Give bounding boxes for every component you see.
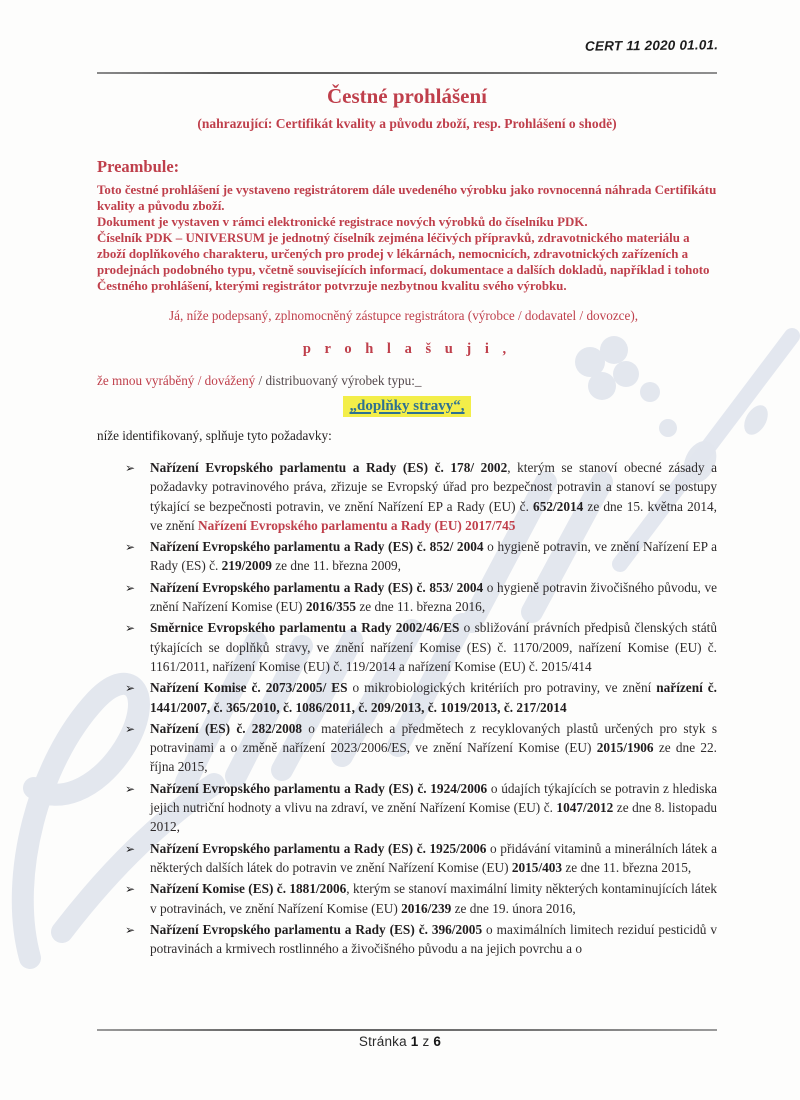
- arrow-bullet-icon: ➢: [125, 841, 136, 856]
- requirement-text: [150, 721, 717, 775]
- product-type-line: [97, 373, 717, 389]
- text-run: Nařízení Evropského parlamentu a Rady (ES) č. 1924/2006: [150, 780, 488, 796]
- text-run: ze dne 22. října 2015,: [150, 740, 717, 775]
- text-run: Nařízení Evropského parlamentu a Rady (ES) č. 1925/2006: [150, 840, 487, 856]
- text-run: Nařízení Evropského parlamentu a Rady (ES) č. 853/ 2004: [150, 579, 484, 595]
- text-run: 2015/1906: [596, 740, 654, 756]
- text-run: ze dne 8. listopadu 2012,: [150, 800, 717, 835]
- text-run: Nařízení Evropského parlamentu a Rady (EU) 2017/745: [198, 517, 516, 533]
- requirement-item: [125, 578, 717, 617]
- requirement-item: [125, 618, 717, 676]
- text-run: o přidávání vitaminů a minerálních látek a některých dalších látek do potravin ve znění Nařízení Komise (EU): [150, 840, 717, 875]
- declaration-word: p r o h l a š u j i ,: [302, 341, 512, 357]
- text-run: nařízení č. 1441/2007, č. 365/2010, č. 1086/2011, č. 209/2013, č. 1019/2013, č. 217/2014: [150, 680, 717, 715]
- text-run: / distribuovaný výrobek typu:_: [258, 373, 422, 388]
- requirement-text: [150, 620, 717, 674]
- arrow-bullet-icon: ➢: [125, 721, 136, 736]
- product-type-row: [97, 396, 717, 417]
- document-body: [97, 84, 717, 960]
- text-run: Nařízení (ES) č. 282/2008: [150, 720, 303, 736]
- text-run: 652/2014: [533, 498, 584, 514]
- document-reference: CERT 11 2020 01.01.: [584, 37, 719, 54]
- text-run: Nařízení Evropského parlamentu a Rady (ES) č. 852/ 2004: [150, 539, 484, 555]
- requirement-text: [150, 539, 717, 573]
- preambule-text: [97, 182, 717, 294]
- text-run: o hygieně potravin živočišného původu, ve znění Nařízení Komise (EU): [150, 579, 718, 615]
- preambule-heading: Preambule:: [97, 157, 180, 176]
- requirement-item: [125, 779, 717, 837]
- text-run: 2016/239: [401, 900, 452, 916]
- requirement-item: [125, 678, 717, 717]
- arrow-bullet-icon: ➢: [125, 922, 136, 937]
- text-run: o materiálech a předmětech z recyklovaných plastů určených pro styk s potravinami a o změně nařízení 2023/2006/ES, ve znění Nařízení Komise (EU): [150, 720, 717, 756]
- requirement-text: [150, 680, 717, 714]
- preambule-paragraph: Toto čestné prohlášení je vystaveno registrátorem dále uvedeného výrobku jako rovnocenná náhrada Certifikátu kvality a původu zboží.: [97, 183, 717, 213]
- requirement-text: [150, 922, 717, 956]
- text-run: 1: [410, 1034, 419, 1049]
- text-run: 1047/2012: [556, 800, 614, 816]
- page-number: [0, 1034, 800, 1049]
- text-run: Směrnice Evropského parlamentu a Rady 2002/46/ES: [150, 620, 460, 636]
- arrow-bullet-icon: ➢: [125, 781, 136, 796]
- text-run: Nařízení Komise č. 2073/2005/ ES: [150, 680, 348, 696]
- text-run: 219/2009: [221, 558, 272, 574]
- text-run: o hygieně potravin, ve znění Nařízení EP a Rady (ES) č.: [150, 539, 717, 574]
- requirement-item: [125, 719, 717, 777]
- preambule-paragraph: Dokument je vystaven v rámci elektronické registrace nových výrobků do číselníku PDK.: [97, 215, 588, 229]
- text-run: ze dne 11. března 2009,: [271, 558, 401, 574]
- arrow-bullet-icon: ➢: [125, 540, 136, 555]
- footer-divider: [97, 1029, 717, 1031]
- highlighted-product-type: „doplňky stravy“,: [343, 396, 470, 417]
- text-run: ze dne 11. března 2016,: [356, 599, 486, 615]
- text-run: ze dne 11. března 2015,: [562, 859, 692, 875]
- declaration-intro: Já, níže podepsaný, zplnomocněný zástupce registrátora (výrobce / dodavatel / dovozce),: [169, 308, 639, 323]
- arrow-bullet-icon: ➢: [125, 580, 136, 595]
- arrow-bullet-icon: ➢: [125, 681, 136, 696]
- requirement-item: [125, 920, 717, 959]
- requirement-text: [150, 881, 717, 915]
- text-run: o údajích týkajících se potravin z hlediska jejich nutriční hodnoty a vlivu na zdraví, ve znění Nařízení Komise (EU) č.: [150, 780, 717, 816]
- text-run: ze dne 19. února 2016,: [451, 900, 576, 916]
- requirement-text: [150, 460, 717, 533]
- text-run: 2015/403: [511, 859, 563, 875]
- requirements-list: [125, 458, 717, 958]
- requirement-item: [125, 458, 717, 535]
- text-run: 2016/355: [305, 599, 357, 615]
- requirement-item: [125, 839, 717, 878]
- text-run: 6: [433, 1034, 442, 1049]
- text-run: Nařízení Evropského parlamentu a Rady (ES) č. 396/2005: [150, 921, 483, 937]
- requirement-text: [150, 580, 717, 614]
- requirement-item: [125, 879, 717, 918]
- arrow-bullet-icon: ➢: [125, 621, 136, 636]
- arrow-bullet-icon: ➢: [125, 461, 136, 475]
- page-title: Čestné prohlášení: [326, 84, 488, 108]
- requirement-text: [150, 781, 717, 835]
- page-footer: [0, 1022, 800, 1100]
- text-run: z: [418, 1034, 434, 1049]
- requirement-text: [150, 841, 717, 875]
- header-divider: [97, 72, 717, 74]
- text-run: o sbližování právních předpisů členských států týkajících se doplňků stravy, ve znění nařízení Komise (ES) č. 1170/2009, nařízení Komise (EU) č. 1161/2011, nařízení Komise (EU) č. 119/2014 a nařízení Komise (EU) č. 2015/414: [150, 620, 717, 674]
- requirement-item: [125, 537, 717, 576]
- arrow-bullet-icon: ➢: [125, 882, 136, 897]
- text-run: Nařízení Komise (ES) č. 1881/2006: [150, 881, 347, 897]
- text-run: o maximálních limitech reziduí pesticidů v potravinách a krmivech rostlinného a živočišného původu a na jejich povrchu a o: [150, 921, 717, 957]
- text-run: Nařízení Evropského parlamentu a Rady (ES) č. 178/ 2002: [150, 460, 508, 475]
- page-subtitle: (nahrazující: Certifikát kvality a původu zboží, resp. Prohlášení o shodě): [197, 116, 617, 131]
- text-run: , kterým se stanoví maximální limity některých kontaminujících látek v potravinách, ve znění Nařízení Komise (EU): [150, 881, 717, 916]
- text-run: o mikrobiologických kritériích pro potraviny, ve znění: [347, 680, 657, 696]
- text-run: , kterým se stanoví obecné zásady a požadavky potravinového práva, zřizuje se Evropský úřad pro bezpečnost potravin a stanoví se postupy týkající se bezpečnosti potravin, ve znění Nařízení EP a Rady (EU) č.: [150, 460, 717, 514]
- text-run: že mnou vyráběný / dovážený: [97, 373, 259, 388]
- preambule-paragraph: Číselník PDK – UNIVERSUM je jednotný číselník zejména léčivých přípravků, zdravotnického materiálu a zboží doplňkového charakteru, určených pro prodej v lékárnách, nemocnicích, zdravotnických zařízeních a prodejnách podobného typu, včetně souvisejících informací, dokumentace a dalších dokladů, například i tohoto Čestného prohlášení, kterými registrátor potvrzuje nezbytnou kvalitu svého výrobku.: [97, 231, 710, 293]
- requirements-lead-in: níže identifikovaný, splňuje tyto požadavky:: [97, 428, 332, 443]
- text-run: ze dne 15. května 2014, ve znění: [150, 498, 718, 533]
- text-run: Stránka: [358, 1034, 411, 1049]
